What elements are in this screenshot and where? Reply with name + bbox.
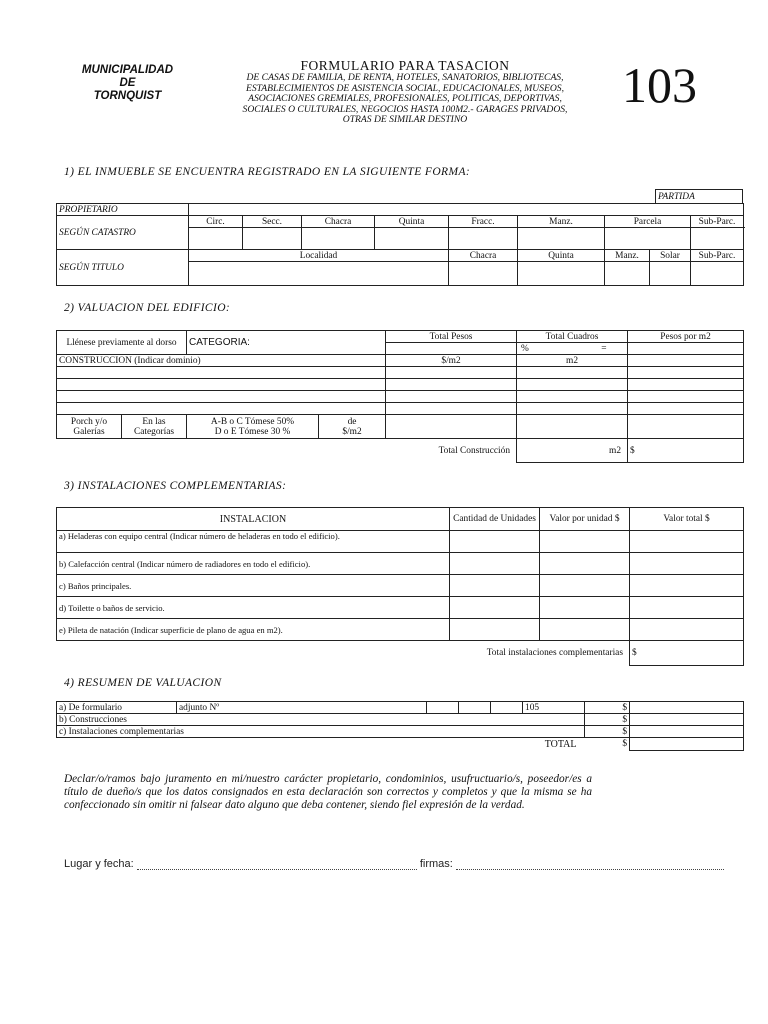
construccion-m2[interactable] xyxy=(517,367,628,379)
instalaciones-table xyxy=(56,507,744,666)
col-titulo-subparc: Sub-Parc. xyxy=(691,250,744,262)
porch-sm2[interactable] xyxy=(386,415,517,439)
construccion-sm2[interactable] xyxy=(386,391,517,403)
adjunto-box[interactable] xyxy=(491,702,523,714)
construccion-sm2[interactable] xyxy=(386,403,517,415)
valor-unidad-field[interactable] xyxy=(540,597,630,619)
col-circ: Circ. xyxy=(189,216,243,228)
titulo-chacra-field[interactable] xyxy=(449,262,518,286)
catastro-subparc-field[interactable] xyxy=(691,228,744,250)
resumen-b-amount[interactable] xyxy=(630,714,744,726)
instalacion-header: INSTALACION xyxy=(57,508,450,531)
instalacion-item: a) Heladeras con equipo central (Indicar número de heladeras en todo el edificio). xyxy=(57,531,450,553)
section3-heading: 3) INSTALACIONES COMPLEMENTARIAS: xyxy=(64,480,287,492)
de-sm2-label: de $/m2 xyxy=(319,415,386,439)
titulo-label: SEGÚN TITULO xyxy=(57,250,189,286)
resumen-row-b-label: b) Construcciones xyxy=(57,714,585,726)
resumen-row-a-label: a) De formulario xyxy=(57,702,177,714)
construccion-row[interactable] xyxy=(57,367,386,379)
resumen-table xyxy=(56,701,744,751)
col-titulo-manz: Manz. xyxy=(605,250,650,262)
porch-label: Porch y/o Galerías xyxy=(57,415,122,439)
m2-header: m2 xyxy=(517,355,628,367)
construccion-m2[interactable] xyxy=(517,379,628,391)
construccion-row[interactable] xyxy=(57,379,386,391)
firmas-label: firmas: xyxy=(419,858,453,870)
resumen-row-c-label: c) Instalaciones complementarias xyxy=(57,726,585,738)
resumen-c-amount[interactable] xyxy=(630,726,744,738)
construccion-total[interactable] xyxy=(628,403,744,415)
valor-total-field[interactable] xyxy=(630,575,744,597)
col-quinta: Quinta xyxy=(375,216,449,228)
categoria-label: CATEGORIA: xyxy=(187,331,386,355)
construccion-m2[interactable] xyxy=(517,403,628,415)
porch-m2[interactable] xyxy=(517,415,628,439)
instalacion-item: c) Baños principales. xyxy=(57,575,450,597)
cantidad-field[interactable] xyxy=(450,531,540,553)
resumen-a-amount[interactable] xyxy=(630,702,744,714)
total-pesos-header: Total Pesos xyxy=(386,331,517,343)
partida-label: PARTIDA xyxy=(656,190,743,204)
valor-unidad-field[interactable] xyxy=(540,531,630,553)
pesos-m2-header: Pesos por m2 xyxy=(628,331,744,343)
total-construccion-amount[interactable]: $ xyxy=(628,439,744,463)
resumen-total-amount[interactable] xyxy=(630,738,744,751)
total-pesos-field[interactable] xyxy=(386,343,517,355)
valor-total-header: Valor total $ xyxy=(630,508,744,531)
valor-unidad-field[interactable] xyxy=(540,553,630,575)
col-manz: Manz. xyxy=(518,216,605,228)
catastro-label: SEGÚN CATASTRO xyxy=(57,216,189,250)
catastro-secc-field[interactable] xyxy=(243,228,302,250)
adjunto-box[interactable] xyxy=(427,702,459,714)
col-chacra: Chacra xyxy=(302,216,375,228)
col-subparc: Sub-Parc. xyxy=(691,216,744,228)
porch-total[interactable] xyxy=(628,415,744,439)
valor-total-field[interactable] xyxy=(630,619,744,641)
resumen-b-dollar: $ xyxy=(585,714,630,726)
valor-total-field[interactable] xyxy=(630,553,744,575)
catastro-chacra-field[interactable] xyxy=(302,228,375,250)
declaration-text: Declar/o/ramos bajo juramento en mi/nuestro carácter propietario, condominios, usufructuario/s, poseedor/es a título de dueño/s que los datos consignados en esta declaración son correctos y completos y que la misma se ha confeccionado sin omitir ni falsear dato alguno que deba contener, siendo fiel expresión de la verdad. xyxy=(64,773,592,811)
section4-heading: 4) RESUMEN DE VALUACION xyxy=(64,677,222,689)
lugar-field[interactable] xyxy=(137,859,417,870)
catastro-manz-field[interactable] xyxy=(518,228,605,250)
en-las-label: En las Categorías xyxy=(122,415,187,439)
resumen-total-label: TOTAL xyxy=(544,738,577,750)
signature-line xyxy=(64,858,724,870)
cantidad-header: Cantidad de Unidades xyxy=(450,508,540,531)
propietario-label: PROPIETARIO xyxy=(57,204,189,216)
construccion-sm2[interactable] xyxy=(386,379,517,391)
titulo-manz-field[interactable] xyxy=(605,262,650,286)
valor-unidad-field[interactable] xyxy=(540,619,630,641)
instalacion-item: b) Calefacción central (Indicar número de radiadores en todo el edificio). xyxy=(57,553,450,575)
construccion-m2[interactable] xyxy=(517,391,628,403)
registro-table xyxy=(56,203,744,286)
form-ref: 105 xyxy=(523,702,585,714)
cantidad-field[interactable] xyxy=(450,575,540,597)
valor-unidad-field[interactable] xyxy=(540,575,630,597)
col-localidad: Localidad xyxy=(189,250,449,262)
col-secc: Secc. xyxy=(243,216,302,228)
catastro-quinta-field[interactable] xyxy=(375,228,449,250)
titulo-localidad-field[interactable] xyxy=(189,262,449,286)
form-title: FORMULARIO PARA TASACION xyxy=(300,58,510,73)
titulo-subparc-field[interactable] xyxy=(691,262,744,286)
firmas-field[interactable] xyxy=(456,859,724,870)
total-instalaciones-label: Total instalaciones complementarias xyxy=(486,648,623,659)
construccion-sm2[interactable] xyxy=(386,367,517,379)
partida-table xyxy=(655,189,743,204)
catastro-fracc-field[interactable] xyxy=(449,228,518,250)
cantidad-field[interactable] xyxy=(450,553,540,575)
construccion-total[interactable] xyxy=(628,379,744,391)
valuacion-table xyxy=(56,330,744,463)
adjunto-box[interactable] xyxy=(459,702,491,714)
valor-total-field[interactable] xyxy=(630,531,744,553)
titulo-solar-field[interactable] xyxy=(650,262,691,286)
instalacion-item: d) Toilette o baños de servicio. xyxy=(57,597,450,619)
percent-cell[interactable]: % = xyxy=(517,343,628,355)
total-instalaciones-amount[interactable]: $ xyxy=(630,641,744,666)
llenese-label: Llénese previamente al dorso xyxy=(57,331,187,355)
form-subtitle: DE CASAS DE FAMILIA, DE RENTA, HOTELES, SANATORIOS, BIBLIOTECAS, ESTABLECIMIENTOS DE ASISTENCIA SOCIAL, EDUCACIONALES, MUSEOS, ASOCIACIONES GREMIALES, PROFESIONALES, POLITICAS, DEPORTIVAS, SOCIALES O CULTURALES, NEGOCIOS HASTA 100M2.- GARAGES PRIVADOS, OTRAS DE SIMILAR DESTINO xyxy=(242,72,568,126)
construccion-row[interactable] xyxy=(57,403,386,415)
form-number: 103 xyxy=(622,57,697,113)
cantidad-field[interactable] xyxy=(450,619,540,641)
construccion-total[interactable] xyxy=(628,391,744,403)
total-construccion-label: Total Construcción xyxy=(438,445,511,456)
sm2-header: $/m2 xyxy=(386,355,517,367)
resumen-c-dollar: $ xyxy=(585,726,630,738)
col-fracc: Fracc. xyxy=(449,216,518,228)
lugar-label: Lugar y fecha: xyxy=(64,858,134,870)
resumen-a-dollar: $ xyxy=(585,702,630,714)
section2-heading: 2) VALUACION DEL EDIFICIO: xyxy=(64,302,231,314)
adjunto-label: adjunto Nº xyxy=(177,702,427,714)
propietario-field[interactable] xyxy=(189,204,744,216)
municipality-name: MUNICIPALIDAD DE TORNQUIST xyxy=(81,64,174,102)
porcentaje-label: A-B o C Tómese 50% D o E Tómese 30 % xyxy=(187,415,319,439)
total-cuadros-header: Total Cuadros xyxy=(517,331,628,343)
construccion-total-header xyxy=(628,355,744,367)
construccion-label: CONSTRUCCION (Indicar dominio) xyxy=(57,355,386,367)
catastro-parcela-field[interactable] xyxy=(605,228,691,250)
col-parcela: Parcela xyxy=(605,216,691,228)
instalacion-item: e) Pileta de natación (Indicar superficie de plano de agua en m2). xyxy=(57,619,450,641)
col-solar: Solar xyxy=(650,250,691,262)
construccion-row[interactable] xyxy=(57,391,386,403)
valor-total-field[interactable] xyxy=(630,597,744,619)
construccion-total[interactable] xyxy=(628,367,744,379)
valor-unidad-header: Valor por unidad $ xyxy=(540,508,630,531)
section1-heading: 1) EL INMUEBLE SE ENCUENTRA REGISTRADO EN LA SIGUIENTE FORMA: xyxy=(64,166,471,178)
pesos-m2-field[interactable] xyxy=(628,343,744,355)
col-titulo-chacra: Chacra xyxy=(449,250,518,262)
total-construccion-m2[interactable]: m2 xyxy=(517,439,628,463)
resumen-total-dollar: $ xyxy=(622,739,627,750)
titulo-quinta-field[interactable] xyxy=(518,262,605,286)
col-titulo-quinta: Quinta xyxy=(518,250,605,262)
catastro-circ-field[interactable] xyxy=(189,228,243,250)
cantidad-field[interactable] xyxy=(450,597,540,619)
